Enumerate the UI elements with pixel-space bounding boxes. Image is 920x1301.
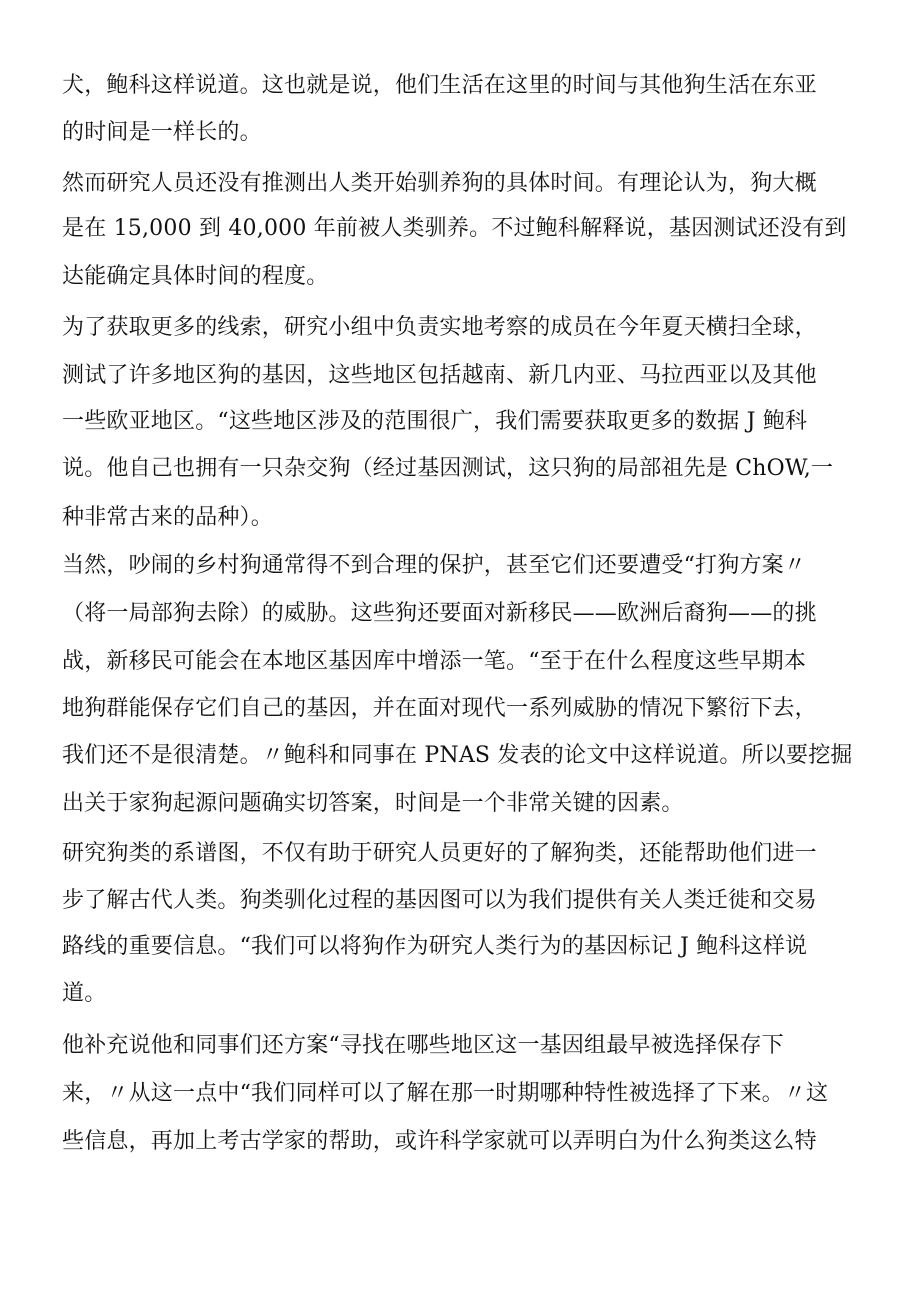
text-line: 出关于家狗起源问题确实切答案，时间是一个非常关键的因素。 xyxy=(62,791,684,816)
text-line: 路线的重要信息。“我们可以将狗作为研究人类行为的基因标记 J 鲍科这样说 xyxy=(62,934,808,959)
text-line: 些信息，再加上考古学家的帮助，或许科学家就可以弄明白为什么狗类这么特 xyxy=(62,1129,817,1154)
text-line: 研究狗类的系谱图，不仅有助于研究人员更好的了解狗类，还能帮助他们进一 xyxy=(62,841,817,866)
text-line: 的时间是一样长的。 xyxy=(62,120,262,145)
text-line: 为了获取更多的线索，研究小组中负责实地考察的成员在今年夏天横扫全球， xyxy=(62,315,817,340)
text-line: 来，〃从这一点中“我们同样可以了解在那一时期哪种特性被选择了下来。〃这 xyxy=(62,1081,829,1106)
text-line: 犬，鲍科这样说道。这也就是说，他们生活在这里的时间与其他狗生活在东亚 xyxy=(62,73,817,98)
text-line: 是在 15,000 到 40,000 年前被人类驯养。不过鲍科解释说，基因测试还没有到 xyxy=(62,216,847,241)
text-line: 他补充说他和同事们还方案“寻找在哪些地区这一基因组最早被选择保存下 xyxy=(62,1033,784,1058)
text-line: 测试了许多地区狗的基因，这些地区包括越南、新几内亚、马拉西亚以及其他 xyxy=(62,363,817,388)
text-line: 地狗群能保存它们自己的基因，并在面对现代一系列威胁的情况下繁衍下去， xyxy=(62,696,817,721)
text-line: 说。他自己也拥有一只杂交狗（经过基因测试，这只狗的局部祖先是 ChOW,一 xyxy=(62,456,834,481)
text-line: （将一局部狗去除）的威胁。这些狗还要面对新移民——欧洲后裔狗——的挑 xyxy=(62,601,817,626)
text-line: 步了解古代人类。狗类驯化过程的基因图可以为我们提供有关人类迁徙和交易 xyxy=(62,888,817,913)
text-line: 道。 xyxy=(62,981,107,1006)
text-line: 达能确定具体时间的程度。 xyxy=(62,264,329,289)
text-line: 我们还不是很清楚。〃鲍科和同事在 PNAS 发表的论文中这样说道。所以要挖掘 xyxy=(62,743,853,768)
text-line: 一些欧亚地区。“这些地区涉及的范围很广，我们需要获取更多的数据 J 鲍科 xyxy=(62,409,808,434)
text-line: 种非常古来的品种）。 xyxy=(62,505,274,530)
text-line: 当然，吵闹的乡村狗通常得不到合理的保护，甚至它们还要遭受“打狗方案〃 xyxy=(62,553,807,578)
text-line: 然而研究人员还没有推测出人类开始驯养狗的具体时间。有理论认为，狗大概 xyxy=(62,171,817,196)
text-line: 战，新移民可能会在本地区基因库中增添一笔。“至于在什么程度这些早期本 xyxy=(62,649,807,674)
